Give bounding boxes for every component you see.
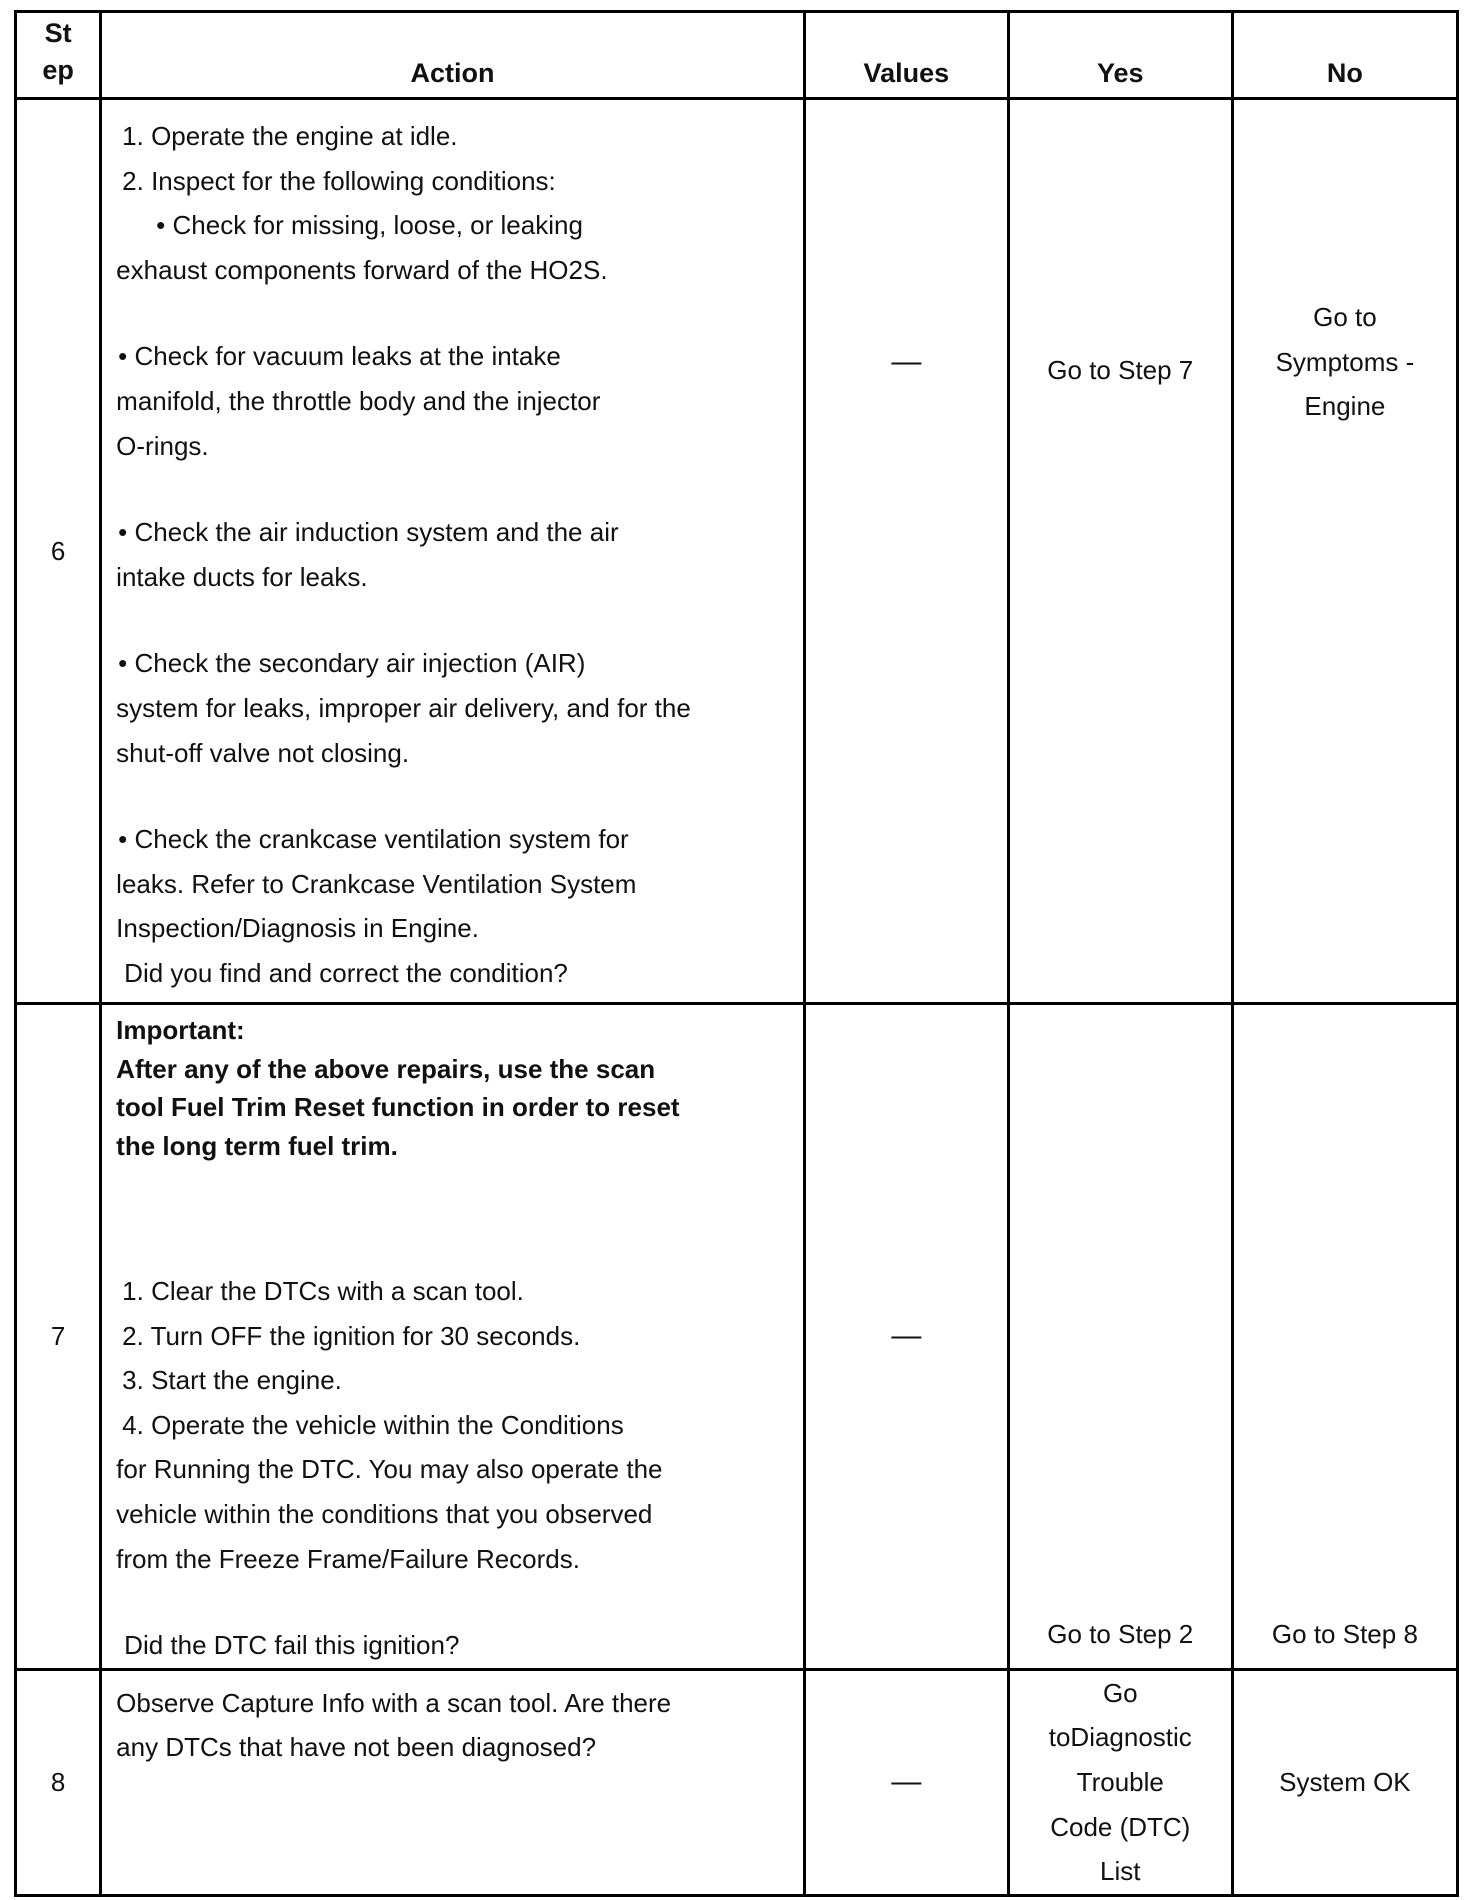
bullet-line: manifold, the throttle body and the injector — [116, 385, 601, 416]
bullet-line: • Check for missing, loose, or leaking — [156, 210, 583, 241]
header-no: No — [1232, 12, 1457, 99]
no-line: Symptoms - — [1275, 346, 1415, 377]
action-item: 2. Turn OFF the ignition for 30 seconds. — [122, 1320, 581, 1351]
yes-cell — [1008, 1004, 1232, 1670]
bullet-line: • Check the crankcase ventilation system for — [118, 824, 629, 855]
diagnostic-table — [14, 10, 1459, 1897]
values-cell — [804, 1669, 1008, 1895]
action-continuation: from the Freeze Frame/Failure Records. — [116, 1543, 580, 1574]
important-text: the long term fuel trim. — [116, 1130, 398, 1161]
header-row — [16, 12, 1458, 99]
header-step — [16, 12, 101, 99]
no-line: Engine — [1304, 391, 1386, 422]
action-cell — [101, 1669, 805, 1895]
step-number: 6 — [16, 99, 101, 1004]
yes-cell — [1008, 99, 1232, 1004]
step-number: 7 — [16, 1004, 101, 1670]
header-step-line-2: ep — [42, 55, 74, 85]
bullet-line: intake ducts for leaks. — [116, 561, 368, 592]
action-cell — [101, 1004, 805, 1670]
values-cell — [804, 99, 1008, 1004]
header-action: Action — [101, 12, 805, 99]
action-question: Did you find and correct the condition? — [124, 957, 568, 988]
bullet-line: Inspection/Diagnosis in Engine. — [116, 913, 479, 944]
bullet-line: exhaust components forward of the HO2S. — [116, 254, 608, 285]
no-line: Go to — [1313, 302, 1377, 332]
action-line: Observe Capture Info with a scan tool. Are there — [116, 1687, 672, 1718]
action-item: 3. Start the engine. — [122, 1365, 342, 1396]
step-number: 8 — [16, 1669, 101, 1895]
table-row-step-7 — [16, 1004, 1458, 1670]
bullet-line: O-rings. — [116, 430, 209, 461]
bullet-line: • Check for vacuum leaks at the intake — [118, 341, 561, 372]
yes-line: toDiagnostic — [1048, 1722, 1192, 1753]
values-cell — [804, 1004, 1008, 1670]
action-item: 4. Operate the vehicle within the Conditions — [122, 1409, 624, 1440]
header-values: Values — [804, 12, 1008, 99]
values-dash: — — [891, 1319, 922, 1353]
bullet-line: system for leaks, improper air delivery, and for the — [116, 692, 691, 723]
header-yes: Yes — [1008, 12, 1232, 99]
action-continuation: for Running the DTC. You may also operate the — [116, 1454, 663, 1485]
bullet-line: • Check the secondary air injection (AIR) — [118, 648, 586, 679]
no-cell — [1232, 1669, 1457, 1895]
table-row-step-6 — [16, 99, 1458, 1004]
action-item: 1. Operate the engine at idle. — [122, 121, 458, 151]
important-text: After any of the above repairs, use the scan — [116, 1053, 656, 1084]
no-cell — [1232, 99, 1457, 1004]
action-item: 2. Inspect for the following conditions: — [122, 165, 556, 196]
values-dash: — — [891, 1765, 922, 1799]
action-line: any DTCs that have not been diagnosed? — [116, 1732, 597, 1763]
header-step-line-1: St — [44, 18, 72, 48]
no-cell — [1232, 1004, 1457, 1670]
yes-line: Go — [1102, 1677, 1138, 1708]
yes-line: List — [1100, 1856, 1141, 1887]
action-cell — [101, 99, 805, 1004]
table-row-step-8 — [16, 1669, 1458, 1895]
no-target: System OK — [1279, 1766, 1411, 1797]
yes-target: Go to Step 2 — [1047, 1618, 1194, 1649]
values-dash: — — [891, 345, 922, 378]
action-continuation: vehicle within the conditions that you observed — [116, 1498, 653, 1529]
bullet-line: shut-off valve not closing. — [116, 737, 410, 768]
action-question: Did the DTC fail this ignition? — [124, 1630, 460, 1661]
bullet-line: • Check the air induction system and the air — [118, 517, 619, 548]
action-item: 1. Clear the DTCs with a scan tool. — [122, 1276, 524, 1306]
important-text: tool Fuel Trim Reset function in order to reset — [116, 1092, 680, 1122]
no-target: Go to Step 8 — [1271, 1618, 1418, 1649]
yes-line: Trouble — [1076, 1766, 1164, 1797]
yes-line: Code (DTC) — [1050, 1811, 1191, 1842]
important-title: Important: — [116, 1015, 245, 1045]
yes-target: Go to Step 7 — [1047, 355, 1194, 385]
yes-cell — [1008, 1669, 1232, 1895]
bullet-line: leaks. Refer to Crankcase Ventilation System — [116, 868, 637, 899]
